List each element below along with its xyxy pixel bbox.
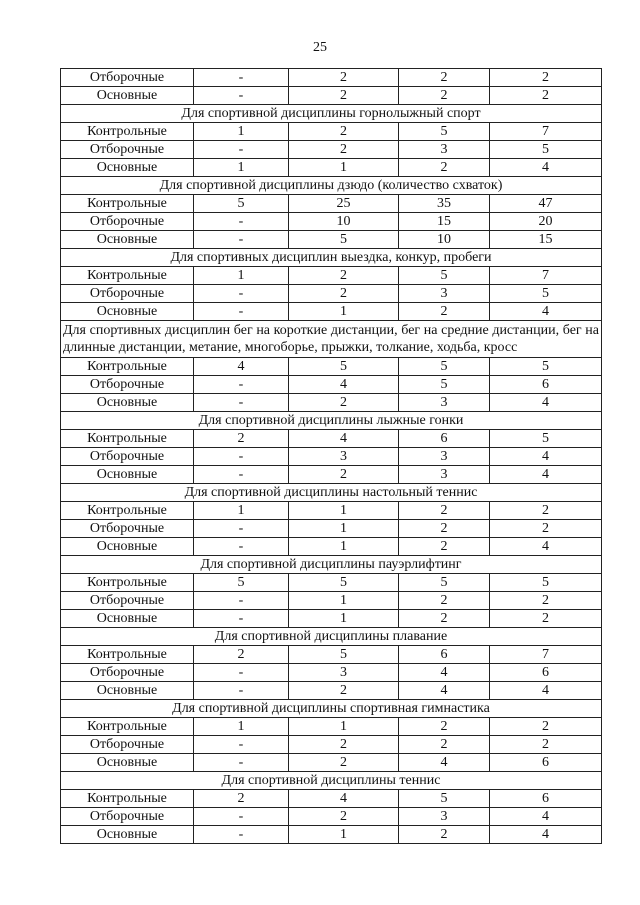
table-cell: 4 bbox=[490, 538, 602, 556]
row-label: Отборочные bbox=[61, 520, 194, 538]
table-cell: 2 bbox=[490, 69, 602, 87]
table-cell: 2 bbox=[490, 718, 602, 736]
table-cell: 2 bbox=[289, 285, 399, 303]
table-cell: 5 bbox=[490, 141, 602, 159]
table-cell: 4 bbox=[289, 790, 399, 808]
table-row bbox=[61, 141, 602, 159]
table-cell: 4 bbox=[289, 430, 399, 448]
table-row bbox=[61, 394, 602, 412]
table-row bbox=[61, 520, 602, 538]
row-label: Контрольные bbox=[61, 502, 194, 520]
section-heading-row bbox=[61, 321, 602, 358]
section-heading: Для спортивной дисциплины лыжные гонки bbox=[61, 412, 602, 430]
table-row bbox=[61, 87, 602, 105]
table-row bbox=[61, 159, 602, 177]
table-row bbox=[61, 502, 602, 520]
row-label: Отборочные bbox=[61, 664, 194, 682]
table-cell: 5 bbox=[399, 358, 490, 376]
row-label: Основные bbox=[61, 231, 194, 249]
section-heading-row bbox=[61, 628, 602, 646]
table-cell: 7 bbox=[490, 267, 602, 285]
table-cell: - bbox=[194, 808, 289, 826]
table-cell: 2 bbox=[399, 592, 490, 610]
table-cell: 2 bbox=[399, 826, 490, 844]
table-cell: 2 bbox=[399, 520, 490, 538]
table-cell: 4 bbox=[490, 448, 602, 466]
table-cell: 35 bbox=[399, 195, 490, 213]
table-row bbox=[61, 790, 602, 808]
table-row bbox=[61, 718, 602, 736]
table-cell: - bbox=[194, 664, 289, 682]
section-heading-row bbox=[61, 412, 602, 430]
table-cell: 2 bbox=[399, 502, 490, 520]
table-cell: 4 bbox=[194, 358, 289, 376]
table-cell: 5 bbox=[399, 790, 490, 808]
table-row bbox=[61, 358, 602, 376]
table-cell: 5 bbox=[194, 574, 289, 592]
table-cell: 5 bbox=[399, 123, 490, 141]
table-cell: 3 bbox=[399, 466, 490, 484]
table-cell: - bbox=[194, 736, 289, 754]
table-cell: 2 bbox=[490, 502, 602, 520]
table-cell: 2 bbox=[289, 682, 399, 700]
section-heading: Для спортивных дисциплин бег на короткие дистанции, бег на средние дистанции, бег на длинные дистанции, метание, многоборье, прыжки, толкание, ходьба, кросс bbox=[61, 321, 602, 358]
table-cell: 6 bbox=[490, 664, 602, 682]
table-row bbox=[61, 754, 602, 772]
row-label: Контрольные bbox=[61, 267, 194, 285]
table-row bbox=[61, 538, 602, 556]
table-cell: - bbox=[194, 231, 289, 249]
table-cell: 3 bbox=[399, 394, 490, 412]
table-row bbox=[61, 267, 602, 285]
row-label: Контрольные bbox=[61, 123, 194, 141]
table-cell: 2 bbox=[490, 610, 602, 628]
competition-table bbox=[60, 68, 602, 844]
row-label: Контрольные bbox=[61, 430, 194, 448]
table-cell: 10 bbox=[399, 231, 490, 249]
table-cell: 2 bbox=[289, 87, 399, 105]
row-label: Основные bbox=[61, 466, 194, 484]
table-row bbox=[61, 213, 602, 231]
table-cell: 47 bbox=[490, 195, 602, 213]
table-cell: 20 bbox=[490, 213, 602, 231]
table-cell: 1 bbox=[289, 502, 399, 520]
table-row bbox=[61, 664, 602, 682]
table-cell: 3 bbox=[399, 285, 490, 303]
table-cell: 3 bbox=[399, 141, 490, 159]
table-cell: 1 bbox=[289, 303, 399, 321]
table-row bbox=[61, 376, 602, 394]
table-cell: 4 bbox=[399, 664, 490, 682]
table-cell: 4 bbox=[490, 159, 602, 177]
table-cell: 15 bbox=[399, 213, 490, 231]
table-cell: 2 bbox=[399, 538, 490, 556]
table-cell: 5 bbox=[399, 376, 490, 394]
row-label: Контрольные bbox=[61, 358, 194, 376]
table-cell: 4 bbox=[490, 303, 602, 321]
table-cell: 5 bbox=[490, 430, 602, 448]
section-heading: Для спортивной дисциплины пауэрлифтинг bbox=[61, 556, 602, 574]
table-cell: 5 bbox=[289, 574, 399, 592]
row-label: Отборочные bbox=[61, 285, 194, 303]
table-row bbox=[61, 123, 602, 141]
table-row bbox=[61, 231, 602, 249]
table-cell: 2 bbox=[289, 754, 399, 772]
table-cell: 2 bbox=[194, 646, 289, 664]
table-cell: 2 bbox=[289, 267, 399, 285]
table-cell: 6 bbox=[399, 646, 490, 664]
table-row bbox=[61, 610, 602, 628]
table-cell: 3 bbox=[289, 664, 399, 682]
row-label: Основные bbox=[61, 87, 194, 105]
table-cell: 1 bbox=[194, 502, 289, 520]
section-heading-row bbox=[61, 484, 602, 502]
section-heading-row bbox=[61, 177, 602, 195]
table-cell: - bbox=[194, 87, 289, 105]
table-cell: 4 bbox=[399, 754, 490, 772]
table-cell: 1 bbox=[289, 826, 399, 844]
table-cell: 5 bbox=[289, 231, 399, 249]
table-cell: 5 bbox=[399, 267, 490, 285]
section-heading: Для спортивной дисциплины дзюдо (количество схваток) bbox=[61, 177, 602, 195]
section-heading-row bbox=[61, 249, 602, 267]
table-row bbox=[61, 826, 602, 844]
section-heading-row bbox=[61, 772, 602, 790]
row-label: Основные bbox=[61, 538, 194, 556]
table-cell: 1 bbox=[194, 123, 289, 141]
table-cell: 4 bbox=[490, 808, 602, 826]
row-label: Основные bbox=[61, 682, 194, 700]
section-heading: Для спортивных дисциплин выездка, конкур, пробеги bbox=[61, 249, 602, 267]
table-cell: 2 bbox=[289, 123, 399, 141]
table-cell: - bbox=[194, 69, 289, 87]
row-label: Основные bbox=[61, 754, 194, 772]
row-label: Отборочные bbox=[61, 736, 194, 754]
table-cell: 2 bbox=[490, 87, 602, 105]
table-cell: 6 bbox=[490, 790, 602, 808]
table-cell: 5 bbox=[490, 358, 602, 376]
table-row bbox=[61, 574, 602, 592]
table-cell: 10 bbox=[289, 213, 399, 231]
table-cell: 2 bbox=[399, 87, 490, 105]
table-row bbox=[61, 448, 602, 466]
table-cell: - bbox=[194, 448, 289, 466]
table-cell: 2 bbox=[399, 303, 490, 321]
row-label: Основные bbox=[61, 610, 194, 628]
table-row bbox=[61, 69, 602, 87]
row-label: Контрольные bbox=[61, 790, 194, 808]
table-cell: - bbox=[194, 538, 289, 556]
table-cell: 1 bbox=[289, 718, 399, 736]
table-row bbox=[61, 592, 602, 610]
table-cell: 2 bbox=[289, 466, 399, 484]
table-cell: 2 bbox=[490, 520, 602, 538]
table-cell: 4 bbox=[490, 826, 602, 844]
row-label: Основные bbox=[61, 394, 194, 412]
table-cell: 2 bbox=[490, 736, 602, 754]
table-cell: 5 bbox=[490, 574, 602, 592]
section-heading: Для спортивной дисциплины теннис bbox=[61, 772, 602, 790]
table-cell: - bbox=[194, 213, 289, 231]
table-cell: 2 bbox=[194, 790, 289, 808]
table-row bbox=[61, 303, 602, 321]
table-cell: 2 bbox=[289, 69, 399, 87]
table-cell: - bbox=[194, 610, 289, 628]
table-cell: 2 bbox=[399, 69, 490, 87]
table-cell: 3 bbox=[289, 448, 399, 466]
table-cell: 6 bbox=[399, 430, 490, 448]
table-cell: 5 bbox=[194, 195, 289, 213]
table-cell: - bbox=[194, 826, 289, 844]
table-cell: 4 bbox=[490, 682, 602, 700]
table-row bbox=[61, 682, 602, 700]
table-row bbox=[61, 736, 602, 754]
row-label: Контрольные bbox=[61, 646, 194, 664]
table-cell: 2 bbox=[289, 736, 399, 754]
table-cell: 1 bbox=[289, 592, 399, 610]
table-cell: 2 bbox=[399, 159, 490, 177]
row-label: Основные bbox=[61, 159, 194, 177]
section-heading-row bbox=[61, 700, 602, 718]
table-cell: - bbox=[194, 141, 289, 159]
section-heading: Для спортивной дисциплины спортивная гимнастика bbox=[61, 700, 602, 718]
table-cell: 1 bbox=[289, 610, 399, 628]
table-cell: 3 bbox=[399, 448, 490, 466]
table-cell: 1 bbox=[194, 267, 289, 285]
table-cell: 15 bbox=[490, 231, 602, 249]
table-cell: 6 bbox=[490, 376, 602, 394]
row-label: Основные bbox=[61, 303, 194, 321]
table-cell: - bbox=[194, 520, 289, 538]
table-cell: 1 bbox=[194, 159, 289, 177]
row-label: Отборочные bbox=[61, 213, 194, 231]
table-cell: 2 bbox=[399, 718, 490, 736]
table-cell: 6 bbox=[490, 754, 602, 772]
table-cell: 5 bbox=[289, 646, 399, 664]
table-cell: - bbox=[194, 376, 289, 394]
table-cell: 1 bbox=[289, 520, 399, 538]
table-cell: 5 bbox=[490, 285, 602, 303]
page-number: 25 bbox=[313, 40, 327, 55]
table-cell: 3 bbox=[399, 808, 490, 826]
table-cell: - bbox=[194, 394, 289, 412]
row-label: Отборочные bbox=[61, 448, 194, 466]
table-row bbox=[61, 808, 602, 826]
table-cell: 2 bbox=[194, 430, 289, 448]
table-cell: 7 bbox=[490, 123, 602, 141]
table-cell: - bbox=[194, 754, 289, 772]
row-label: Основные bbox=[61, 826, 194, 844]
row-label: Отборочные bbox=[61, 592, 194, 610]
table-row bbox=[61, 195, 602, 213]
table-cell: - bbox=[194, 682, 289, 700]
row-label: Контрольные bbox=[61, 195, 194, 213]
table-cell: 4 bbox=[289, 376, 399, 394]
row-label: Отборочные bbox=[61, 376, 194, 394]
section-heading: Для спортивной дисциплины плавание bbox=[61, 628, 602, 646]
table-cell: 2 bbox=[399, 736, 490, 754]
table-row bbox=[61, 466, 602, 484]
row-label: Отборочные bbox=[61, 69, 194, 87]
table-cell: 2 bbox=[399, 610, 490, 628]
table-cell: 2 bbox=[289, 394, 399, 412]
section-heading: Для спортивной дисциплины горнолыжный спорт bbox=[61, 105, 602, 123]
section-heading: Для спортивной дисциплины настольный теннис bbox=[61, 484, 602, 502]
table-cell: 2 bbox=[490, 592, 602, 610]
table-cell: 1 bbox=[289, 538, 399, 556]
row-label: Отборочные bbox=[61, 141, 194, 159]
table-row bbox=[61, 430, 602, 448]
table-row bbox=[61, 646, 602, 664]
table-row bbox=[61, 285, 602, 303]
table-cell: 7 bbox=[490, 646, 602, 664]
table-cell: 1 bbox=[194, 718, 289, 736]
table-cell: 4 bbox=[490, 466, 602, 484]
table-cell: 4 bbox=[399, 682, 490, 700]
table-cell: - bbox=[194, 592, 289, 610]
table-cell: - bbox=[194, 285, 289, 303]
table-cell: 25 bbox=[289, 195, 399, 213]
table-cell: 2 bbox=[289, 808, 399, 826]
table-cell: 5 bbox=[289, 358, 399, 376]
table-cell: 1 bbox=[289, 159, 399, 177]
row-label: Контрольные bbox=[61, 718, 194, 736]
row-label: Контрольные bbox=[61, 574, 194, 592]
table-cell: 2 bbox=[289, 141, 399, 159]
section-heading-row bbox=[61, 556, 602, 574]
section-heading-row bbox=[61, 105, 602, 123]
table-cell: 5 bbox=[399, 574, 490, 592]
row-label: Отборочные bbox=[61, 808, 194, 826]
table-cell: - bbox=[194, 466, 289, 484]
table-cell: - bbox=[194, 303, 289, 321]
table-cell: 4 bbox=[490, 394, 602, 412]
